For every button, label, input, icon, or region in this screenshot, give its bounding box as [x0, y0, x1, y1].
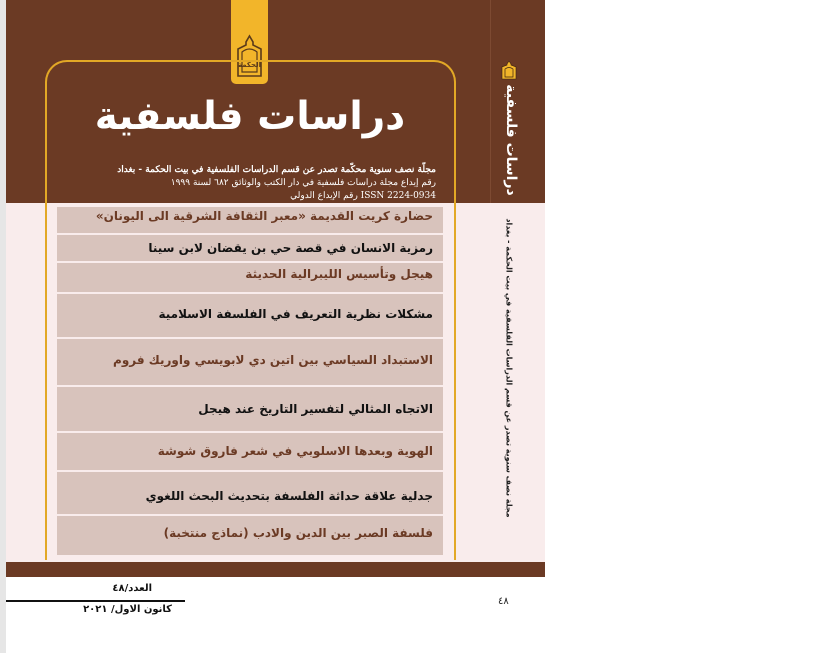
- toc-divider: [57, 337, 443, 339]
- toc-item-1: حضارة كريت القديمة «معبر الثقافة الشرقية الى اليونان»: [95, 209, 433, 223]
- toc-item-5: الاستبداد السياسي بين اتين دي لابويسي واوريك فروم: [113, 353, 433, 367]
- journal-description: مجلّة نصف سنوية محكّمة تصدر عن قسم الدراسات الفلسفية في بيت الحكمة - بغداد: [117, 165, 436, 175]
- toc-divider: [57, 431, 443, 433]
- issue-date: كانون الاول/ ٢٠٢١: [83, 604, 172, 615]
- toc-divider: [57, 385, 443, 387]
- toc-divider: [57, 470, 443, 472]
- toc-divider: [57, 233, 443, 235]
- svg-text:الحكمة: الحكمة: [237, 61, 262, 69]
- spine-emblem-icon: [501, 60, 517, 80]
- spine-divider: [490, 0, 491, 203]
- toc-divider: [57, 292, 443, 294]
- toc-divider: [57, 514, 443, 516]
- issn-number: رقم الإيداع الدولي ISSN 2224-0934: [290, 191, 436, 201]
- spine-subtitle: مجلة نصف سنوية تصدر عن قسم الدراسات الفلسفية في بيت الحكمة - بغداد: [504, 218, 514, 518]
- toc-item-6: الاتجاه المثالي لتفسير التاريخ عند هيجل: [198, 402, 433, 416]
- spine-title: دراسات فلسفية: [503, 84, 519, 196]
- cover-bottom-bar: [6, 562, 545, 577]
- journal-title: دراسات فلسفية: [94, 94, 406, 139]
- toc-item-7: الهوية وبعدها الاسلوبي في شعر فاروق شوشة: [157, 444, 433, 458]
- toc-item-2: رمزية الانسان في قصة حي بن يقضان لابن سينا: [148, 241, 433, 255]
- toc-item-9: فلسفة الصبر بين الدين والادب (نماذج منتخبة): [163, 526, 433, 540]
- deposit-number: رقم إيداع مجلة دراسات فلسفية في دار الكتب والوثائق ٦٨٢ لسنة ١٩٩٩: [170, 178, 436, 188]
- toc-item-3: هيجل وتأسيس الليبرالية الحديثة: [245, 267, 433, 281]
- page-number: ٤٨: [498, 596, 509, 607]
- footer-rule: [6, 600, 185, 602]
- issue-number: العدد/٤٨: [112, 583, 152, 594]
- toc-divider: [57, 261, 443, 263]
- toc-item-8: جدلية علاقة حداثة الفلسفة بتحديث البحث اللغوي: [145, 489, 433, 503]
- toc-item-4: مشكلات نظرية التعريف في الفلسفة الاسلامية: [158, 307, 433, 321]
